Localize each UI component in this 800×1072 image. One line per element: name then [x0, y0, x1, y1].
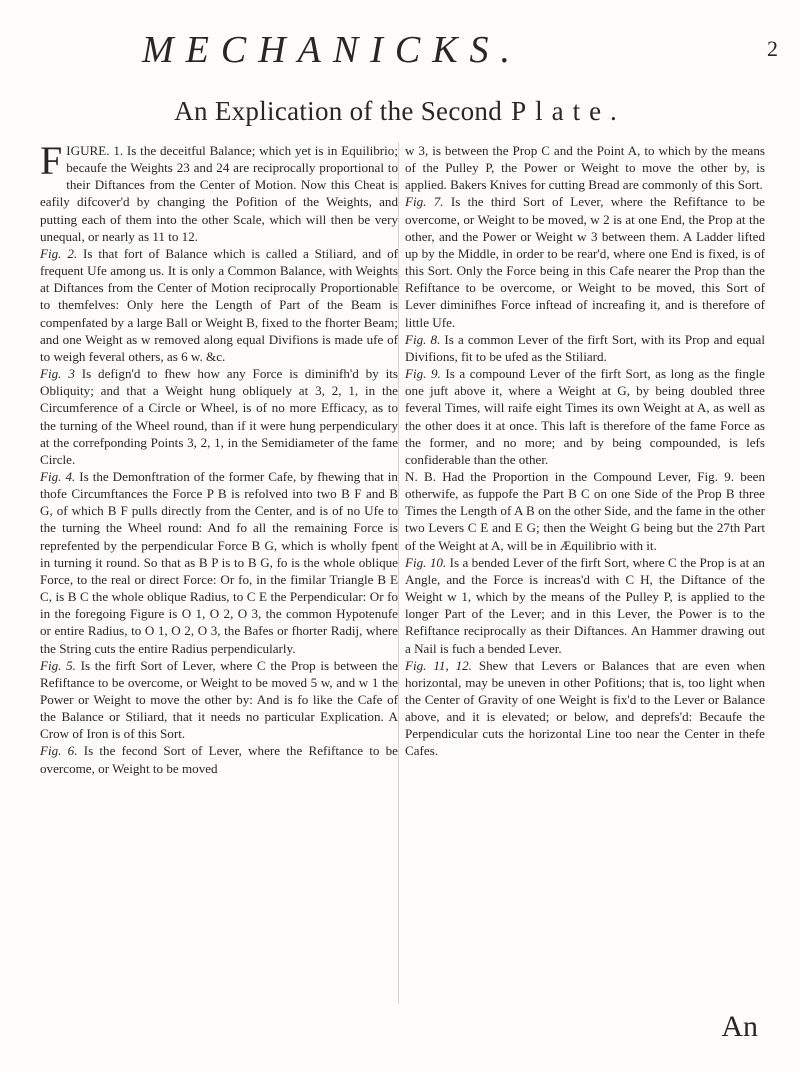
right-column — [405, 142, 765, 760]
figure-ref: Fig. 9. — [405, 366, 441, 382]
figure-ref: Fig. 2. — [40, 245, 78, 261]
paragraph-text: Shew that Levers or Balances that are even when horizontal, may be uneven in other Pofitions; that is, too light when the Center of Gravity of one Weight is fix'd to the Lever or Balance above, and it is elevated; or below, and deprefs'd: Becaufe the Perpendicular cuts the horizontal Line too near the Center in thefe Cafes. — [405, 657, 766, 759]
catchword: An — [721, 1010, 758, 1043]
left-column — [40, 138, 398, 777]
paragraph-figure-4 — [40, 468, 398, 657]
paragraph-figure-9 — [405, 365, 765, 468]
figure-ref: Fig. 7. — [405, 194, 444, 210]
paragraph-text: Is defign'd to fhew how any Force is diminifh'd by its Obliquity; and that a Weight hung obliquely at 3, 2, 1, in the Circumference of a Circle or Wheel, is of no more Efficacy, as to the turning of the Wheel round, than if it were hung perpendiculary at the correfponding Points 3, 2, 1, in the Semidiameter of the fame Circle. — [40, 366, 398, 467]
figure-ref: Fig. 10. — [405, 554, 447, 570]
figure-ref: Fig. 8. — [405, 331, 441, 347]
page-title — [0, 96, 800, 127]
paragraph-text: Is the firft Sort of Lever, where C the Prop is between the Refiftance to be overcome, or Weight to be moved 5 w, and w 1 the Power or Weight to move the other by: And is fo like the Cafe of the Balance or Stiliard, that it needs no particular Explication. A Crow of Iron is of this Sort. — [40, 657, 398, 742]
figure-ref: Fig. 11, 12. — [405, 657, 472, 673]
paragraph-text: w 3, is between the Prop C and the Point A, to which by the means of the Pulley P, the Power or Weight to move the other by, is applied. Bakers Knives for cutting Bread are commonly of this Sort. — [405, 143, 765, 193]
running-title: MECHANICKS. — [142, 29, 523, 71]
paragraph-text: Is a bended Lever of the firft Sort, where C the Prop is at an Angle, and the Force is increas'd with C H, the Diftance of the Weight w 1, which by the means of the Pulley P, is applied to the longer Part of the Lever; and in this Lever, the Power is to the Refiftance reciprocally as their Diftances. An Hammer drawing out a Nail is fuch a bended Lever. — [405, 554, 765, 656]
column-divider — [398, 142, 399, 1004]
drop-cap: F — [40, 138, 63, 183]
paragraph-nota-bene — [405, 468, 765, 554]
paragraph-text: Is the fecond Sort of Lever, where the Refiftance to be overcome, or Weight to be moved — [40, 743, 398, 776]
paragraph-figure-11-12 — [405, 657, 765, 760]
title-plate: Plate. — [511, 96, 626, 126]
paragraph-text: Is the Demonftration of the former Cafe, by fhewing that in thofe Circumftances the Force P B is refolved into two B F and B G, of which B F pulls directly from the Center, and is of no Ufe to the turning the Wheel round: And fo all the remaining Force is reprefented by the perpendicular Force B G, which is wholly fpent in turning it round. So that as B P is to B G, fo is the whole oblique Force, to the real or direct Force: Or fo, in the fimilar Triangle B E C, is B C the whole oblique Radius, to C E the Perpendicular: Or fo in the foregoing Figure is O 1, O 2, O 3, the common Hypotenufe or entire Radius, to O 1, O 2, O 3, the Bafes or fhorter Radij, where the String cuts the entire Radius perpendicularly. — [40, 468, 398, 656]
figure-ref: Fig. 4. — [40, 468, 76, 484]
paragraph-figure-6-cont — [405, 142, 765, 193]
paragraph-text: Had the Proportion in the Compound Lever, Fig. 9. been otherwife, as fuppofe the Part B C on one Side of the Prop B three Times the Length of A B on the other Side, and the fame in the other two Levers C E and E G; then the Weight G being but the 27th Part of the Weight at A, will be in Æquilibrio with it. — [405, 468, 765, 553]
paragraph-figure-6 — [40, 742, 398, 776]
figure-ref: Fig. 5. — [40, 657, 76, 673]
title-main: An Explication of the Second — [174, 96, 502, 126]
paragraph-figure-1 — [40, 138, 398, 245]
paragraph-figure-8 — [405, 331, 765, 365]
paragraph-text: IGURE. 1. Is the deceitful Balance; which yet is in Equilibrio; becaufe the Weights 23 and 24 are reciprocally proportional to their Diftances from the Center of Motion. Now this Cheat is eafily difcover'd by changing the Pofition of the Weights, and putting each of them into the other Scale, which will then be very unequal, or nearly as 11 to 12. — [40, 143, 398, 244]
paragraph-text: Is that fort of Balance which is called a Stiliard, and of frequent Ufe among us. It is only a Common Balance, with Weights at Diftances from the Center of Motion reciprocally Proportionable to themfelves: Only here the Length of Part of the Beam is compenfated by a large Ball or Weight B, fixed to the fhorter Beam; and one Weight as w removed along equal Divifions is made ufe of to weigh feveral others, as 6 w. &c. — [40, 245, 398, 364]
paragraph-figure-2 — [40, 245, 398, 365]
nota-bene-label: N. B. — [405, 468, 436, 484]
figure-ref: Fig. 6. — [40, 743, 78, 759]
paragraph-figure-3 — [40, 365, 398, 468]
paragraph-text: Is a common Lever of the firft Sort, with its Prop and equal Divifions, fit to be ufed as the Stiliard. — [405, 331, 765, 364]
paragraph-text: Is a compound Lever of the firft Sort, as long as the fingle one juft above it, where a Weight at G, by being doubled three feveral Times, will raife eight Times its own Weight at A, as well as the other does it at once. This laft is therefore of the fame Force as the former, and no more; and by being compounded, is lefs confiderable than the other. — [405, 366, 765, 467]
figure-ref: Fig. 3 — [40, 366, 75, 382]
paragraph-text: Is the third Sort of Lever, where the Refiftance to be overcome, or Weight to be moved, w 2 is at one End, the Prop at the other, and the Power or Weight w 3 between them. A Ladder lifted up by the Middle, in order to be rear'd, where one End is fixed, is of this Sort. Only the Force being in this Cafe nearer the Prop than the Refiftance to be overcome, or Weight to be moved, this Sort of Lever diminifhes Force inftead of increafing it, and is therefore of little Ufe. — [405, 194, 765, 330]
paragraph-figure-7 — [405, 193, 765, 330]
page-number: 2 — [767, 36, 778, 61]
paragraph-figure-5 — [40, 657, 398, 743]
paragraph-figure-10 — [405, 554, 765, 657]
